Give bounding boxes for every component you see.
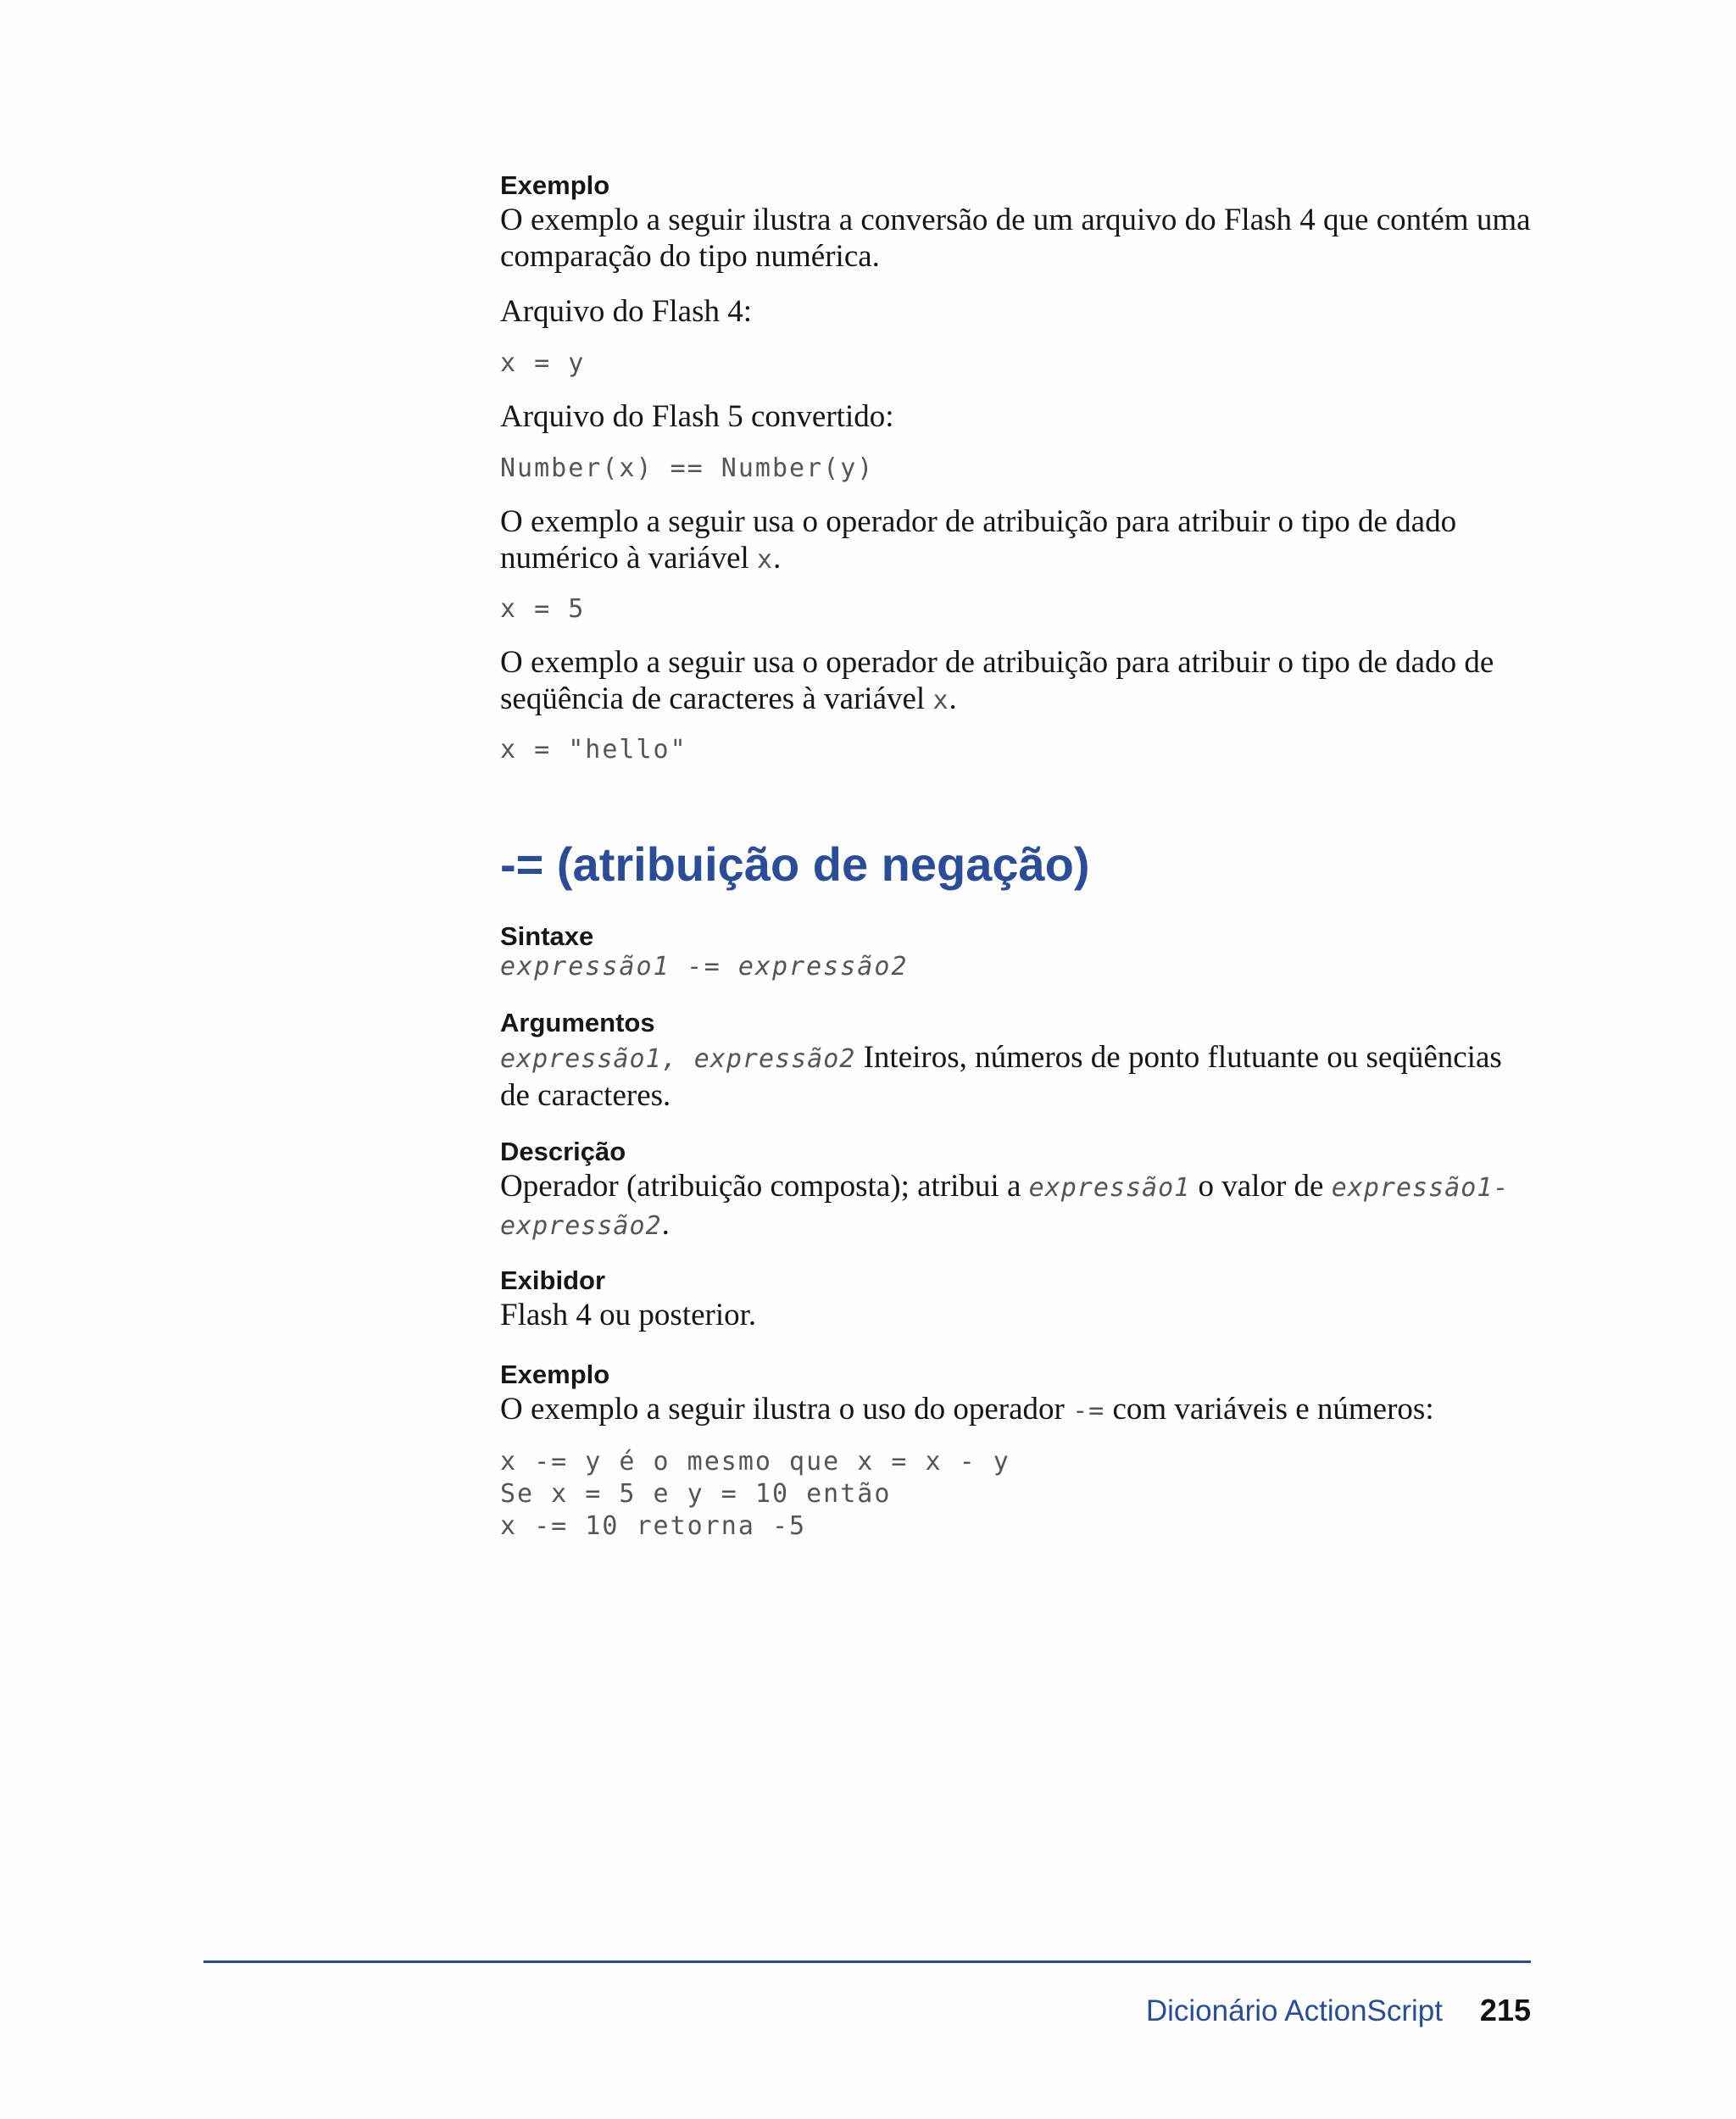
example2-code: x -= y é o mesmo que x = x - y Se x = 5 e y = 10 então x -= 10 retorna -5: [500, 1447, 1010, 1541]
arguments-desc: Inteiros, números de ponto flutuante ou seqüências de caracteres.: [500, 1040, 1502, 1113]
syntax-heading: Sintaxe: [500, 921, 594, 951]
string-code: x = "hello": [500, 735, 687, 765]
example2-part2: com variáveis e números:: [1104, 1392, 1434, 1427]
description-part2: o valor de: [1190, 1169, 1332, 1204]
footer-rule: [203, 1960, 1531, 1963]
example2-operator: -=: [1072, 1396, 1105, 1426]
description-part3: .: [661, 1207, 670, 1242]
description-part1: Operador (atribuição composta); atribui a: [500, 1169, 1029, 1204]
syntax-code: expressão1 -= expressão2: [500, 952, 909, 982]
section-title: -= (atribuição de negação): [500, 837, 1090, 891]
flash4-code: x = y: [500, 348, 586, 378]
string-assignment-text: O exemplo a seguir usa o operador de atribuição para atribuir o tipo de dado de seqüência de caracteres à variável x.: [500, 645, 1494, 716]
example2-text: [500, 1391, 1534, 1429]
description-heading: Descrição: [500, 1137, 626, 1166]
player-text: Flash 4 ou posterior.: [500, 1298, 757, 1332]
flash5-code: Number(x) == Number(y): [500, 453, 875, 483]
example-intro: O exemplo a seguir ilustra a conversão de um arquivo do Flash 4 que contém uma comparação do tipo numérica.: [500, 203, 1531, 274]
numeric-code: x = 5: [500, 594, 586, 624]
numeric-assignment-text: O exemplo a seguir usa o operador de atribuição para atribuir o tipo de dado numérico à variável x.: [500, 504, 1457, 576]
description-code1: expressão1: [1028, 1173, 1191, 1203]
arguments-heading: Argumentos: [500, 1008, 655, 1037]
numeric-var: x: [757, 545, 774, 575]
example2-heading: Exemplo: [500, 1360, 610, 1389]
footer-page-number: 215: [1479, 1993, 1531, 2027]
example2-part1: O exemplo a seguir ilustra o uso do operador: [500, 1392, 1073, 1427]
example-heading: Exemplo: [500, 170, 610, 200]
flash5-label: Arquivo do Flash 5 convertido:: [500, 399, 894, 434]
numeric-text: O exemplo a seguir usa o operador de atribuição para atribuir o tipo de dado numérico à variável: [500, 504, 1457, 576]
string-text: O exemplo a seguir usa o operador de atribuição para atribuir o tipo de dado de seqüência de caracteres à variável: [500, 645, 1494, 716]
arguments-code: expressão1, expressão2: [500, 1044, 856, 1074]
description-text: [500, 1168, 1534, 1244]
flash4-label: Arquivo do Flash 4:: [500, 294, 753, 329]
footer-book-title: Dicionário ActionScript: [1145, 1994, 1443, 2027]
description-code2: expressão1-expressão2: [500, 1173, 1510, 1241]
arguments-text: [500, 1039, 1534, 1114]
player-heading: Exibidor: [500, 1265, 606, 1295]
string-var: x: [932, 686, 949, 715]
